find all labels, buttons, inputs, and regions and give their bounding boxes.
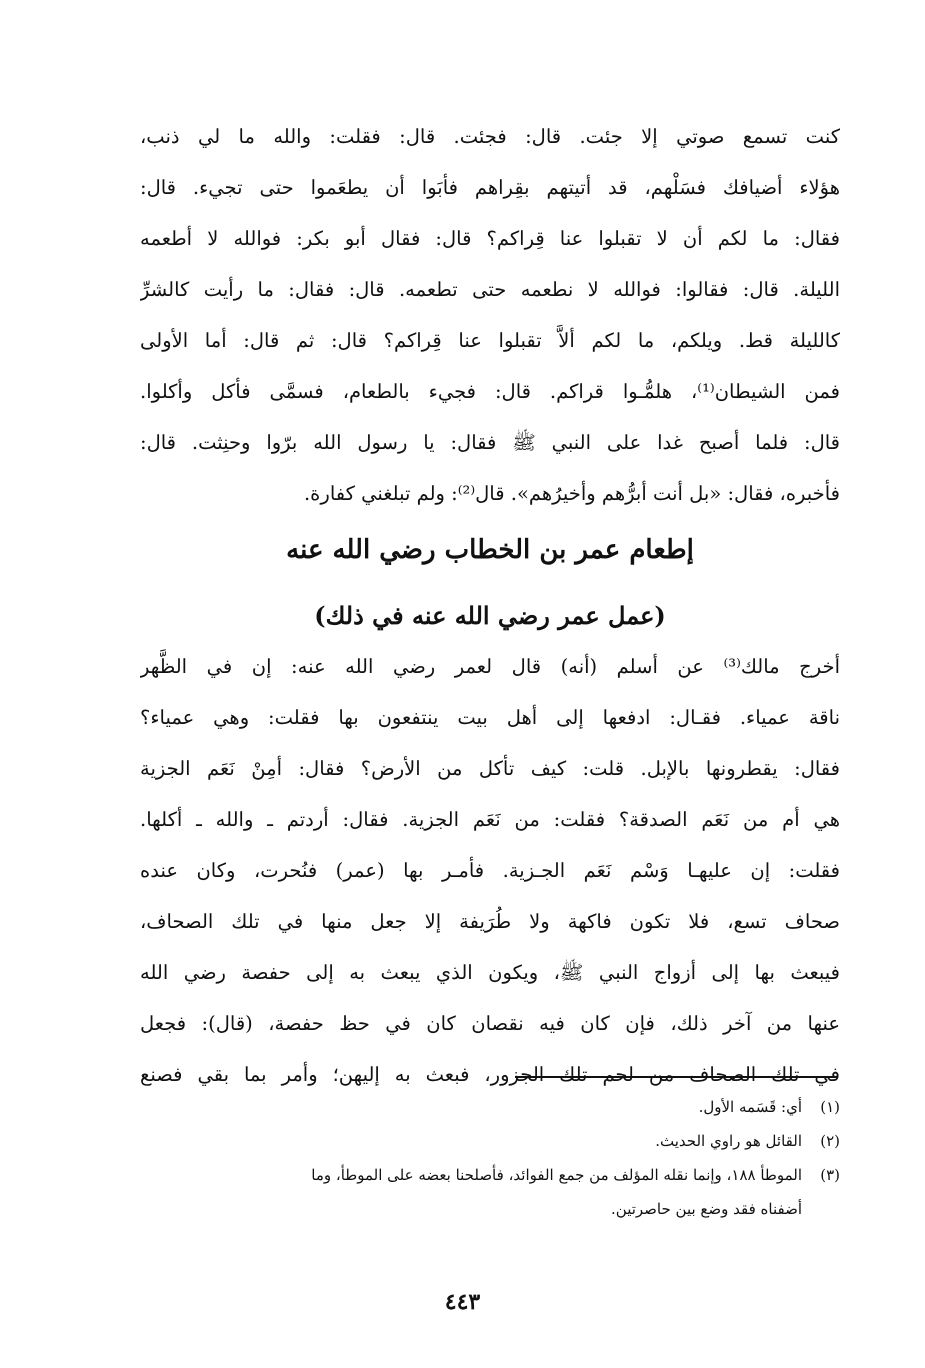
section-title: إطعام عمر بن الخطاب رضي الله عنه	[286, 535, 694, 565]
text-line: فيبعث بها إلى أزواج النبي ﷺ، ويكون الذي يبعث به إلى حفصة رضي الله	[140, 961, 840, 984]
text-line: صحاف تسع، فلا تكون فاكهة ولا طُرَيفة إلا جعل منها في تلك الصحاف،	[140, 910, 840, 933]
footnote-line: الموطأ ١٨٨، وإنما نقله المؤلف من جمع الفوائد، فأصلحنا بعضه على الموطأ، وما	[311, 1166, 802, 1184]
bottom-passage	[140, 641, 840, 1100]
text-line: فقال: ما لكم أن لا تقبلوا عنا قِراكم؟ قال: فقال أبو بكر: فوالله لا أطعمه	[140, 227, 840, 250]
footnotes	[140, 1090, 840, 1226]
text-line: عنها من آخر ذلك، فإن كان فيه نقصان كان في حظ حفصة، (قال): فجعل	[140, 1012, 840, 1035]
footnote-number: (٣)	[820, 1166, 840, 1184]
top-passage	[140, 111, 840, 519]
text-line: هي أم من نَعَم الصدقة؟ فقلت: من نَعَم الجزية. فقال: أردتم ـ والله ـ أكلها.	[140, 808, 840, 831]
footnote-line: أضفناه فقد وضع بين حاصرتين.	[611, 1200, 802, 1218]
footnote-separator	[515, 1076, 838, 1078]
footnote-1	[140, 1090, 840, 1124]
text-line: أخرج مالك⁽³⁾ عن أسلم (أنه) قال لعمر رضي الله عنه: إن في الظَّهر	[140, 655, 840, 678]
section-subtitle: (عمل عمر رضي الله عنه في ذلك)	[314, 601, 666, 630]
footnote-number: (٢)	[820, 1132, 840, 1150]
text-line: فمن الشيطان⁽¹⁾، هلمُّـوا قراكم. قال: فجيء بالطعام، فسمَّى فأكل وأكلوا.	[140, 380, 840, 403]
footnote-line: أي: قَسَمه الأول.	[698, 1098, 802, 1116]
footnote-text	[140, 1158, 802, 1226]
footnote-3	[140, 1158, 840, 1226]
text-line: فقال: يقطرونها بالإبل. قلت: كيف تأكل من الأرض؟ فقال: أمِنْ نَعَم الجزية	[140, 757, 840, 780]
text-line: في تلك الصحاف من لحم تلك الجزور، فبعث به إليهن؛ وأمر بما بقي فصنع	[140, 1063, 840, 1086]
text-line: فقلت: إن عليهـا وَسْم نَعَم الجـزية. فأمـر بها (عمر) فنُحرت، وكان عنده	[140, 859, 840, 882]
footnote-text	[140, 1090, 802, 1124]
footnote-text	[140, 1124, 802, 1158]
footnote-number: (١)	[820, 1098, 840, 1116]
text-line: فأخبره، فقال: «بل أنت أبرُّهم وأخيرُهم». قال⁽²⁾: ولم تبلغني كفارة.	[303, 482, 840, 505]
footnote-2	[140, 1124, 840, 1158]
page-number: ٤٤٣	[444, 1289, 481, 1315]
text-line: كنت تسمع صوتي إلا جئت. قال: فجئت. قال: فقلت: والله ما لي ذنب،	[140, 125, 840, 148]
footnote-line: القائل هو راوي الحديث.	[655, 1132, 802, 1150]
text-line: قال: فلما أصبح غدا على النبي ﷺ فقال: يا رسول الله برّوا وحنِثت. قال:	[140, 431, 840, 454]
text-line: كالليلة قط. ويلكم، ما لكم ألاَّ تقبلوا عنا قِراكم؟ قال: ثم قال: أما الأولى	[140, 329, 840, 352]
text-line: ناقة عمياء. فقـال: ادفعها إلى أهل بيت ينتفعون بها فقلت: وهي عمياء؟	[140, 706, 840, 729]
text-line: الليلة. قال: فقالوا: فوالله لا نطعمه حتى تطعمه. قال: فقال: ما رأيت كالشرِّ	[140, 278, 840, 301]
text-line: هؤلاء أضيافك فسَلْهم، قد أتيتهم بقِراهم فأبَوا أن يطعَموا حتى تجيء. قال:	[140, 176, 840, 199]
